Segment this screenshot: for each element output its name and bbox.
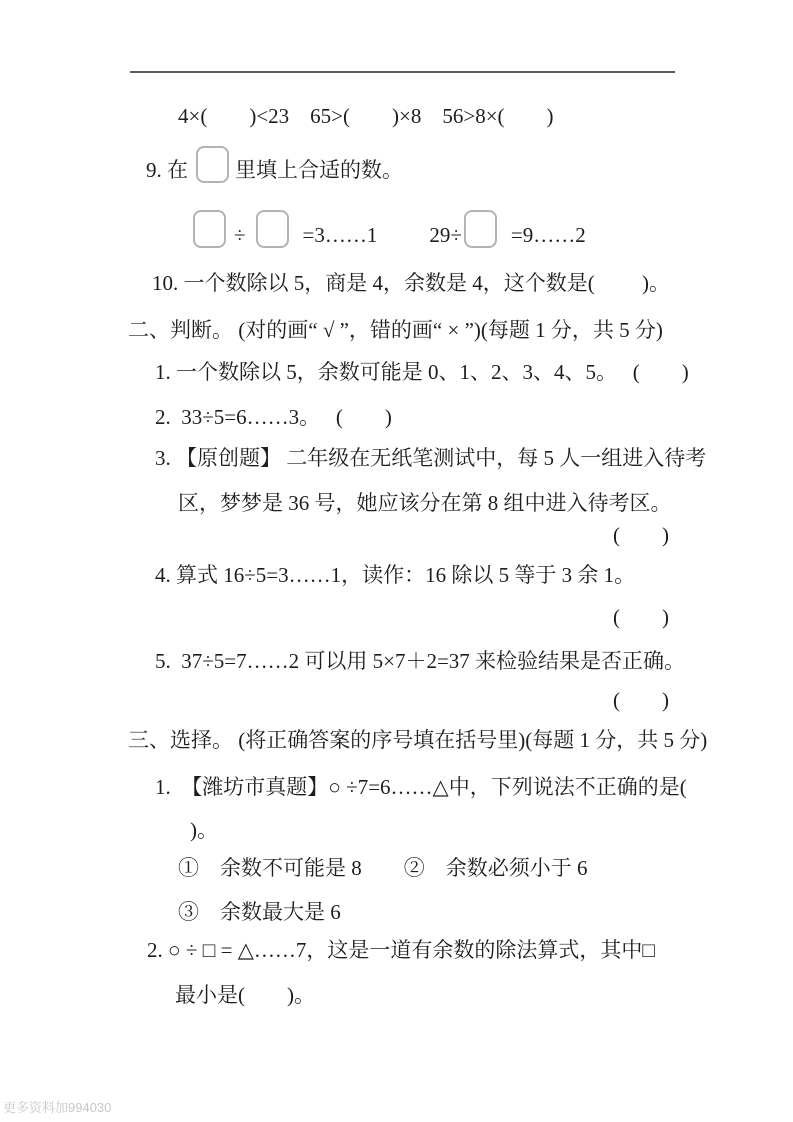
choice-item-2-line2: 最小是( )。 — [175, 983, 315, 1007]
choice-item-1-line1: 1. 【潍坊市真题】○ ÷7=6……△中，下列说法不正确的是( — [155, 775, 687, 799]
watermark: 更多资料加994030 — [3, 1100, 112, 1115]
section3-heading: 三、选择。 (将正确答案的序号填在括号里)(每题 1 分，共 5 分) — [128, 728, 708, 752]
choice-item-1-option-3: ③ 余数最大是 6 — [178, 900, 341, 924]
section2-heading: 二、判断。 (对的画“ √ ”，错的画“ × ”)(每题 1 分，共 5 分) — [128, 318, 663, 342]
judge-item-4: 4. 算式 16÷5=3……1，读作：16 除以 5 等于 3 余 1。 — [155, 563, 636, 587]
judge-item-3-line2: 区，梦梦是 36 号，她应该分在第 8 组中进入待考区。 — [178, 491, 672, 515]
eq2-prefix: 29÷ — [429, 223, 462, 247]
choice-item-1-options-1-2: ① 余数不可能是 8 ② 余数必须小于 6 — [178, 856, 588, 880]
answer-box-divisor-2[interactable] — [464, 210, 497, 248]
q9-suffix: 里填上合适的数。 — [235, 158, 403, 182]
answer-bracket: ( ) — [613, 523, 669, 547]
answer-box-dividend[interactable] — [193, 210, 226, 248]
judge-item-2: 2. 33÷5=6……3。 ( ) — [155, 405, 392, 429]
choice-item-1-line2: )。 — [190, 818, 218, 842]
choice-item-2-line1: 2. ○ ÷ □ = △……7，这是一道有余数的除法算式，其中□ — [147, 938, 656, 962]
eq1-result: =3……1 — [302, 223, 378, 247]
answer-box-divisor[interactable] — [256, 210, 289, 248]
answer-bracket: ( ) — [613, 688, 669, 712]
answer-bracket: ( ) — [613, 605, 669, 629]
q9-prompt — [146, 146, 403, 183]
answer-box[interactable] — [196, 146, 229, 183]
section-divider — [130, 71, 675, 73]
q9-prefix: 9. 在 — [146, 158, 188, 182]
eq2-result: =9……2 — [510, 223, 586, 247]
judge-item-5: 5. 37÷5=7……2 可以用 5×7＋2=37 来检验结果是否正确。 — [155, 649, 686, 673]
q8-inequalities-line: 4×( )<23 65>( )×8 56>8×( ) — [178, 104, 554, 128]
q9-equations — [193, 210, 586, 248]
divide-sign: ÷ — [234, 223, 246, 247]
judge-item-3-line1: 3. 【原创题】 二年级在无纸笔测试中，每 5 人一组进入待考 — [155, 446, 707, 470]
judge-item-1: 1. 一个数除以 5，余数可能是 0、1、2、3、4、5。 ( ) — [155, 360, 689, 384]
q10-fill-blank: 10. 一个数除以 5，商是 4，余数是 4，这个数是( )。 — [152, 271, 670, 295]
